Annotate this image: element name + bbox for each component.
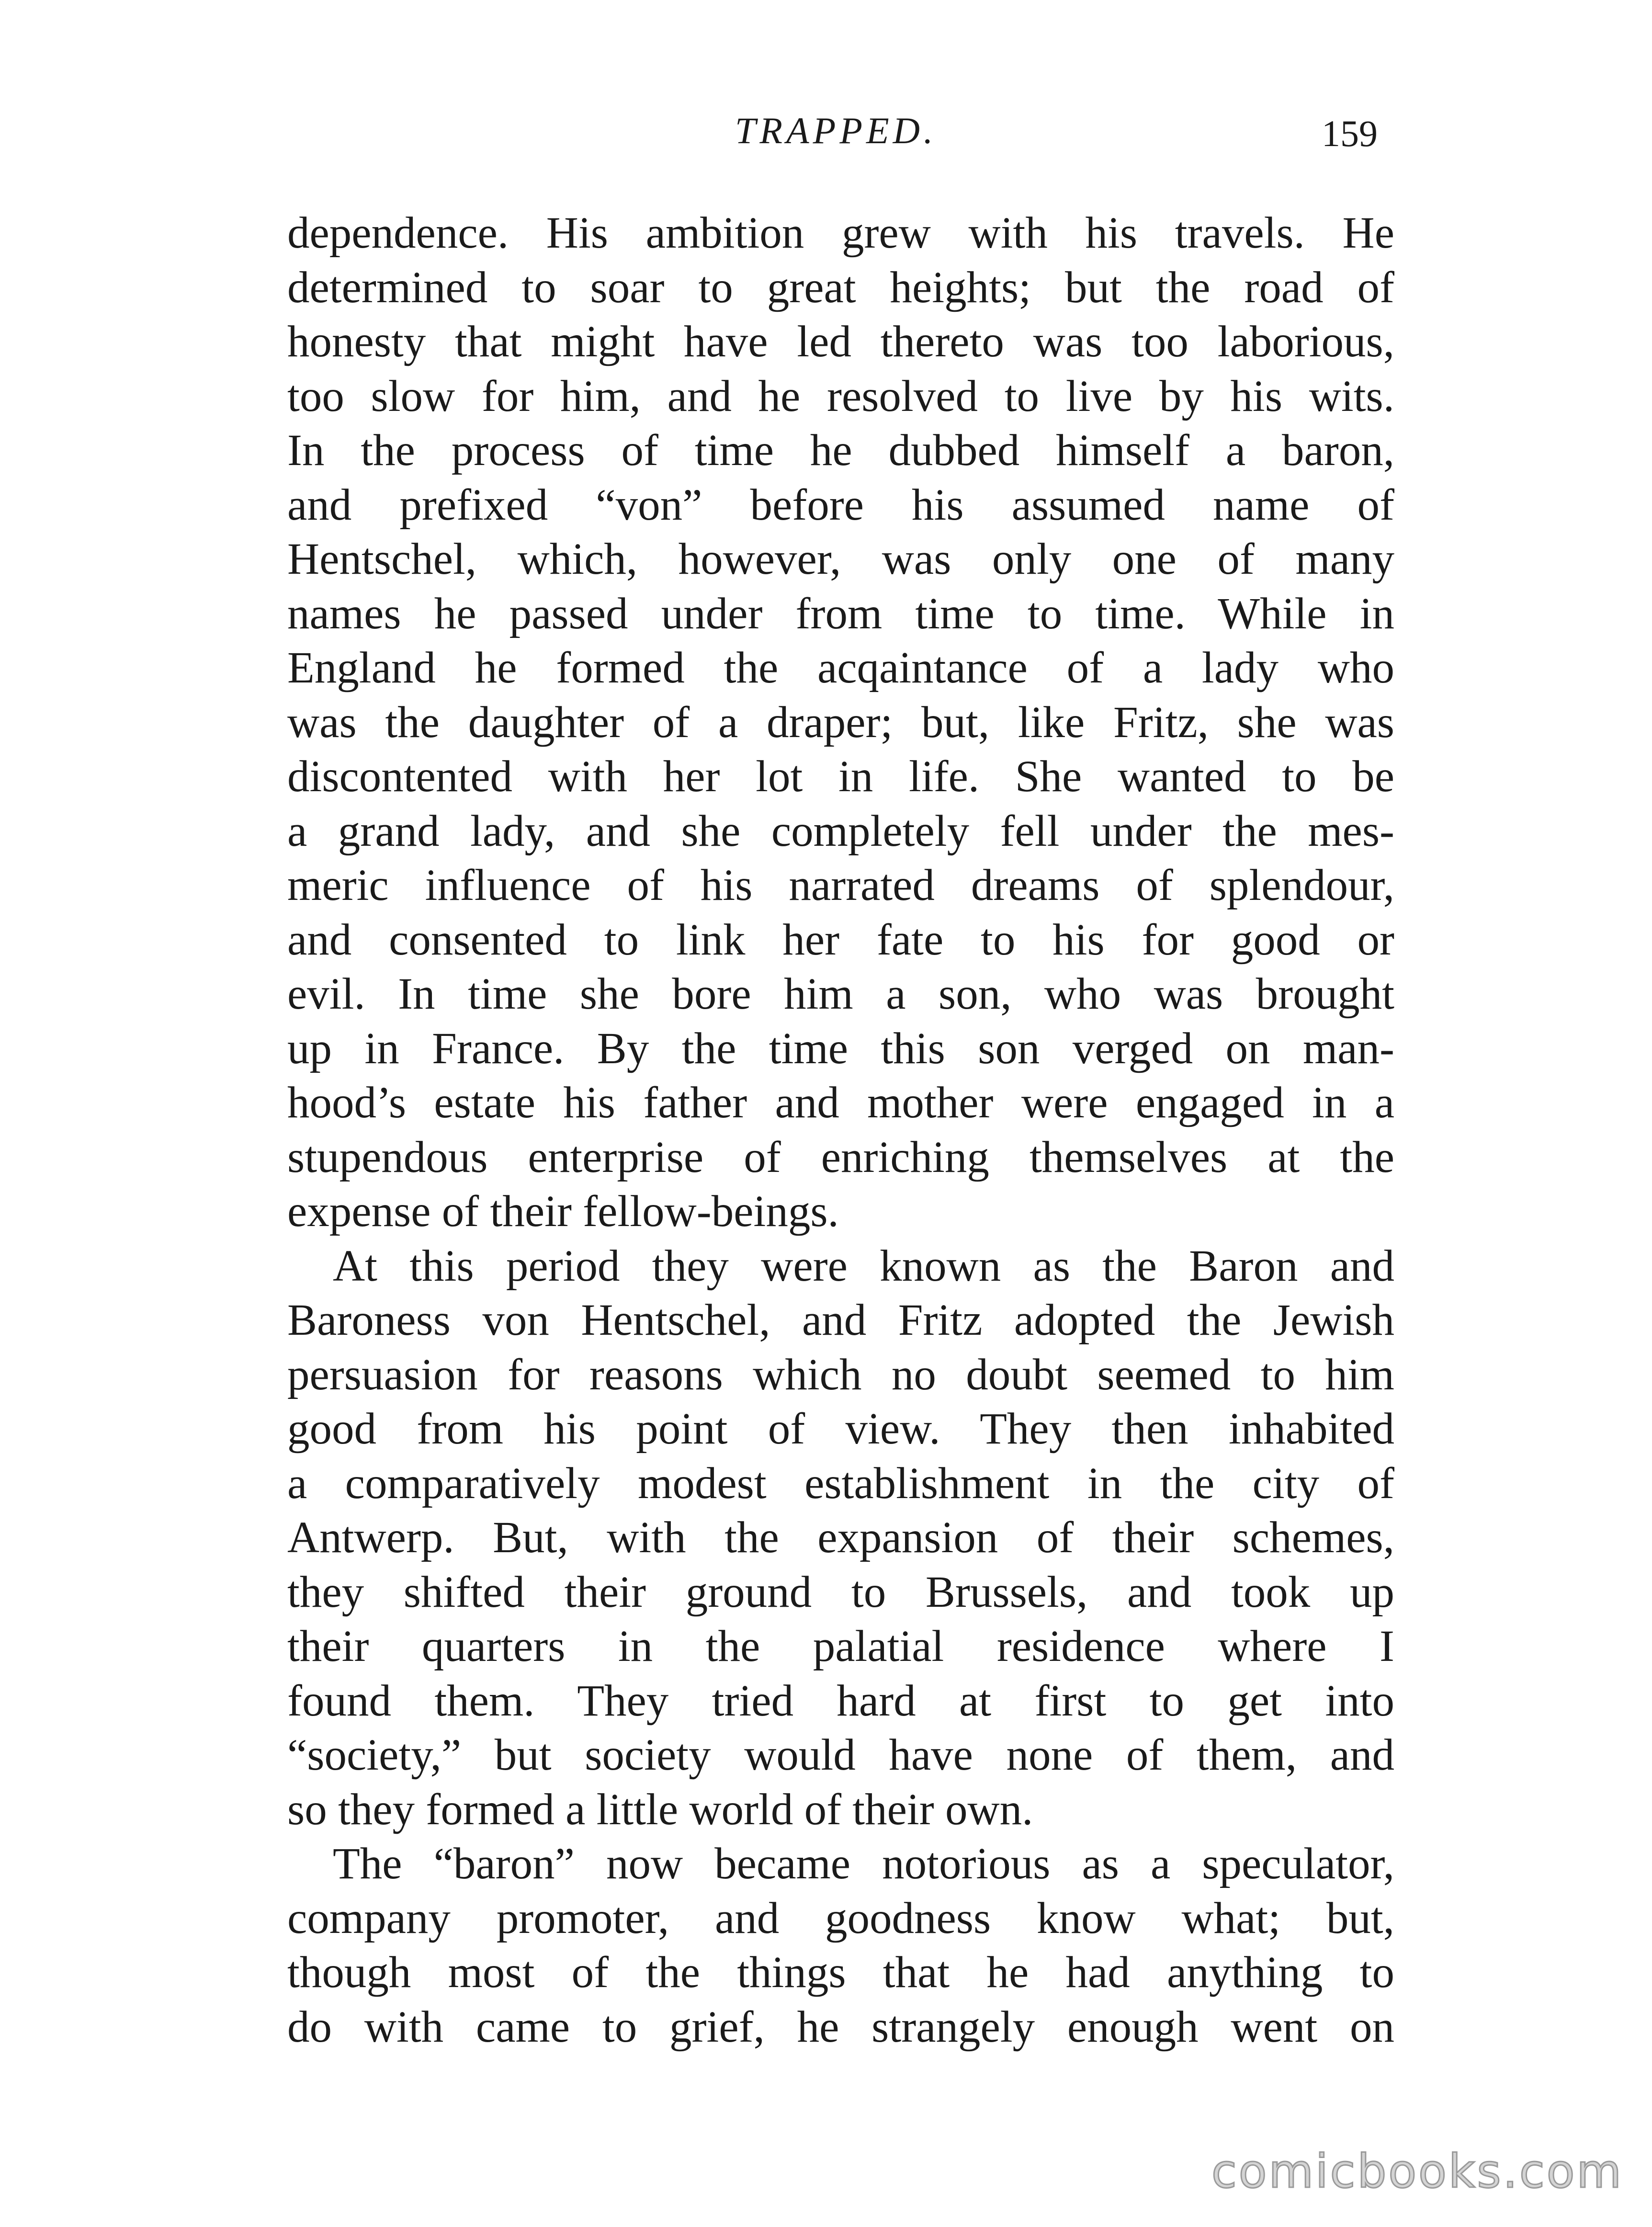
text-line: stupendous enterprise of enriching themselves at the — [287, 1132, 1394, 1182]
text-line: expense of their fellow-beings. — [287, 1187, 839, 1236]
text-line: found them. They tried hard at first to get into — [287, 1676, 1394, 1726]
watermark: comicbooks.com — [1211, 2145, 1623, 2198]
text-line: evil. In time she bore him a son, who was brought — [287, 969, 1394, 1019]
text-line: a grand lady, and she completely fell under the mes- — [287, 806, 1394, 856]
paragraph — [287, 1239, 1394, 1837]
text-line: meric influence of his narrated dreams of splendour, — [287, 861, 1394, 910]
text-line: hood’s estate his father and mother were engaged in a — [287, 1078, 1394, 1127]
text-line: Antwerp. But, with the expansion of their schemes, — [287, 1513, 1394, 1562]
text-line: their quarters in the palatial residence where I — [287, 1622, 1394, 1671]
text-line: so they formed a little world of their own. — [287, 1784, 1033, 1834]
page-number: 159 — [1322, 113, 1378, 154]
text-line: was the daughter of a draper; but, like Fritz, she was — [287, 697, 1394, 747]
paragraph — [287, 1837, 1394, 2054]
text-line: and consented to link her fate to his for good or — [287, 915, 1394, 965]
text-line: though most of the things that he had anything to — [287, 1948, 1394, 1997]
text-line: determined to soar to great heights; but the road of — [287, 262, 1394, 312]
text-line: good from his point of view. They then inhabited — [287, 1404, 1394, 1454]
body-text — [287, 206, 1394, 2054]
text-line: company promoter, and goodness know what; but, — [287, 1893, 1394, 1943]
text-line: persuasion for reasons which no doubt seemed to him — [287, 1350, 1394, 1399]
text-line: The “baron” now became notorious as a speculator, — [333, 1839, 1394, 1888]
text-line: England he formed the acqaintance of a lady who — [287, 643, 1394, 693]
text-line: and prefixed “von” before his assumed name of — [287, 480, 1394, 530]
text-line: discontented with her lot in life. She wanted to be — [287, 752, 1394, 801]
text-line: names he passed under from time to time. While in — [287, 589, 1394, 638]
text-line: a comparatively modest establishment in the city of — [287, 1458, 1394, 1508]
text-line: dependence. His ambition grew with his travels. He — [287, 208, 1394, 258]
text-line: Hentschel, which, however, was only one of many — [287, 534, 1394, 584]
paragraph — [287, 206, 1394, 1239]
text-line: they shifted their ground to Brussels, and took up — [287, 1567, 1394, 1617]
text-line: At this period they were known as the Baron and — [333, 1241, 1394, 1291]
running-head: TRAPPED. — [735, 110, 937, 151]
text-line: “society,” but society would have none of them, and — [287, 1730, 1394, 1780]
text-line: In the process of time he dubbed himself a baron, — [287, 426, 1394, 475]
text-line: Baroness von Hentschel, and Fritz adopted the Jewish — [287, 1295, 1394, 1345]
text-line: too slow for him, and he resolved to live by his wits. — [287, 371, 1394, 421]
text-line: honesty that might have led thereto was too laborious, — [287, 317, 1394, 366]
text-line: up in France. By the time this son verged on man- — [287, 1023, 1394, 1073]
text-line: do with came to grief, he strangely enough went on — [287, 2002, 1394, 2052]
